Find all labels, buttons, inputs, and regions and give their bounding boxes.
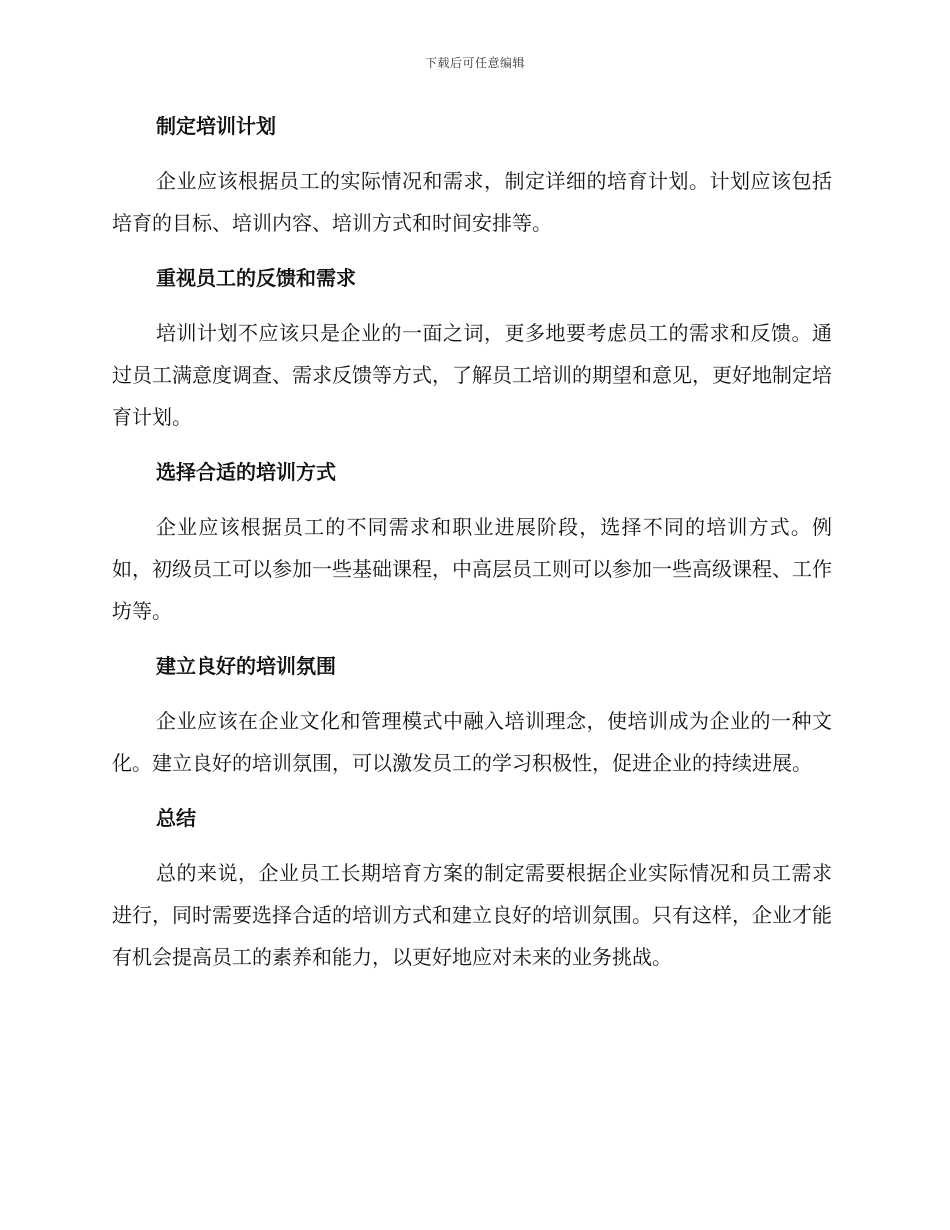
section-summary: [112, 802, 832, 978]
section-paragraph: 企业应该在企业文化和管理模式中融入培训理念，使培训成为企业的一种文化。建立良好的培训氛围，可以激发员工的学习积极性，促进企业的持续进展。: [112, 709, 832, 775]
section-heading: 建立良好的培训氛围: [156, 654, 336, 678]
running-header: 下载后可任意编辑: [424, 56, 525, 70]
section-training-methods: [112, 456, 832, 632]
section-heading: 选择合适的培训方式: [156, 460, 336, 484]
section-paragraph: 培训计划不应该只是企业的一面之词，更多地要考虑员工的需求和反馈。通过员工满意度调查、需求反馈等方式，了解员工培训的期望和意见，更好地制定培育计划。: [112, 321, 832, 429]
section-heading: 重视员工的反馈和需求: [156, 266, 356, 290]
section-feedback: [112, 262, 832, 438]
section-paragraph: 总的来说，企业员工长期培育方案的制定需要根据企业实际情况和员工需求进行，同时需要选择合适的培训方式和建立良好的培训氛围。只有这样，企业才能有机会提高员工的素养和能力，以更好地应对未来的业务挑战。: [112, 861, 832, 969]
section-paragraph: 企业应该根据员工的不同需求和职业进展阶段，选择不同的培训方式。例如，初级员工可以参加一些基础课程，中高层员工则可以参加一些高级课程、工作坊等。: [112, 515, 832, 623]
section-training-atmosphere: [112, 650, 832, 784]
section-training-plan: [112, 110, 832, 244]
section-paragraph: 企业应该根据员工的实际情况和需求，制定详细的培育计划。计划应该包括培育的目标、培训内容、培训方式和时间安排等。: [112, 169, 832, 235]
section-heading: 总结: [156, 806, 196, 830]
document-content: [112, 110, 832, 996]
section-heading: 制定培训计划: [156, 114, 276, 138]
